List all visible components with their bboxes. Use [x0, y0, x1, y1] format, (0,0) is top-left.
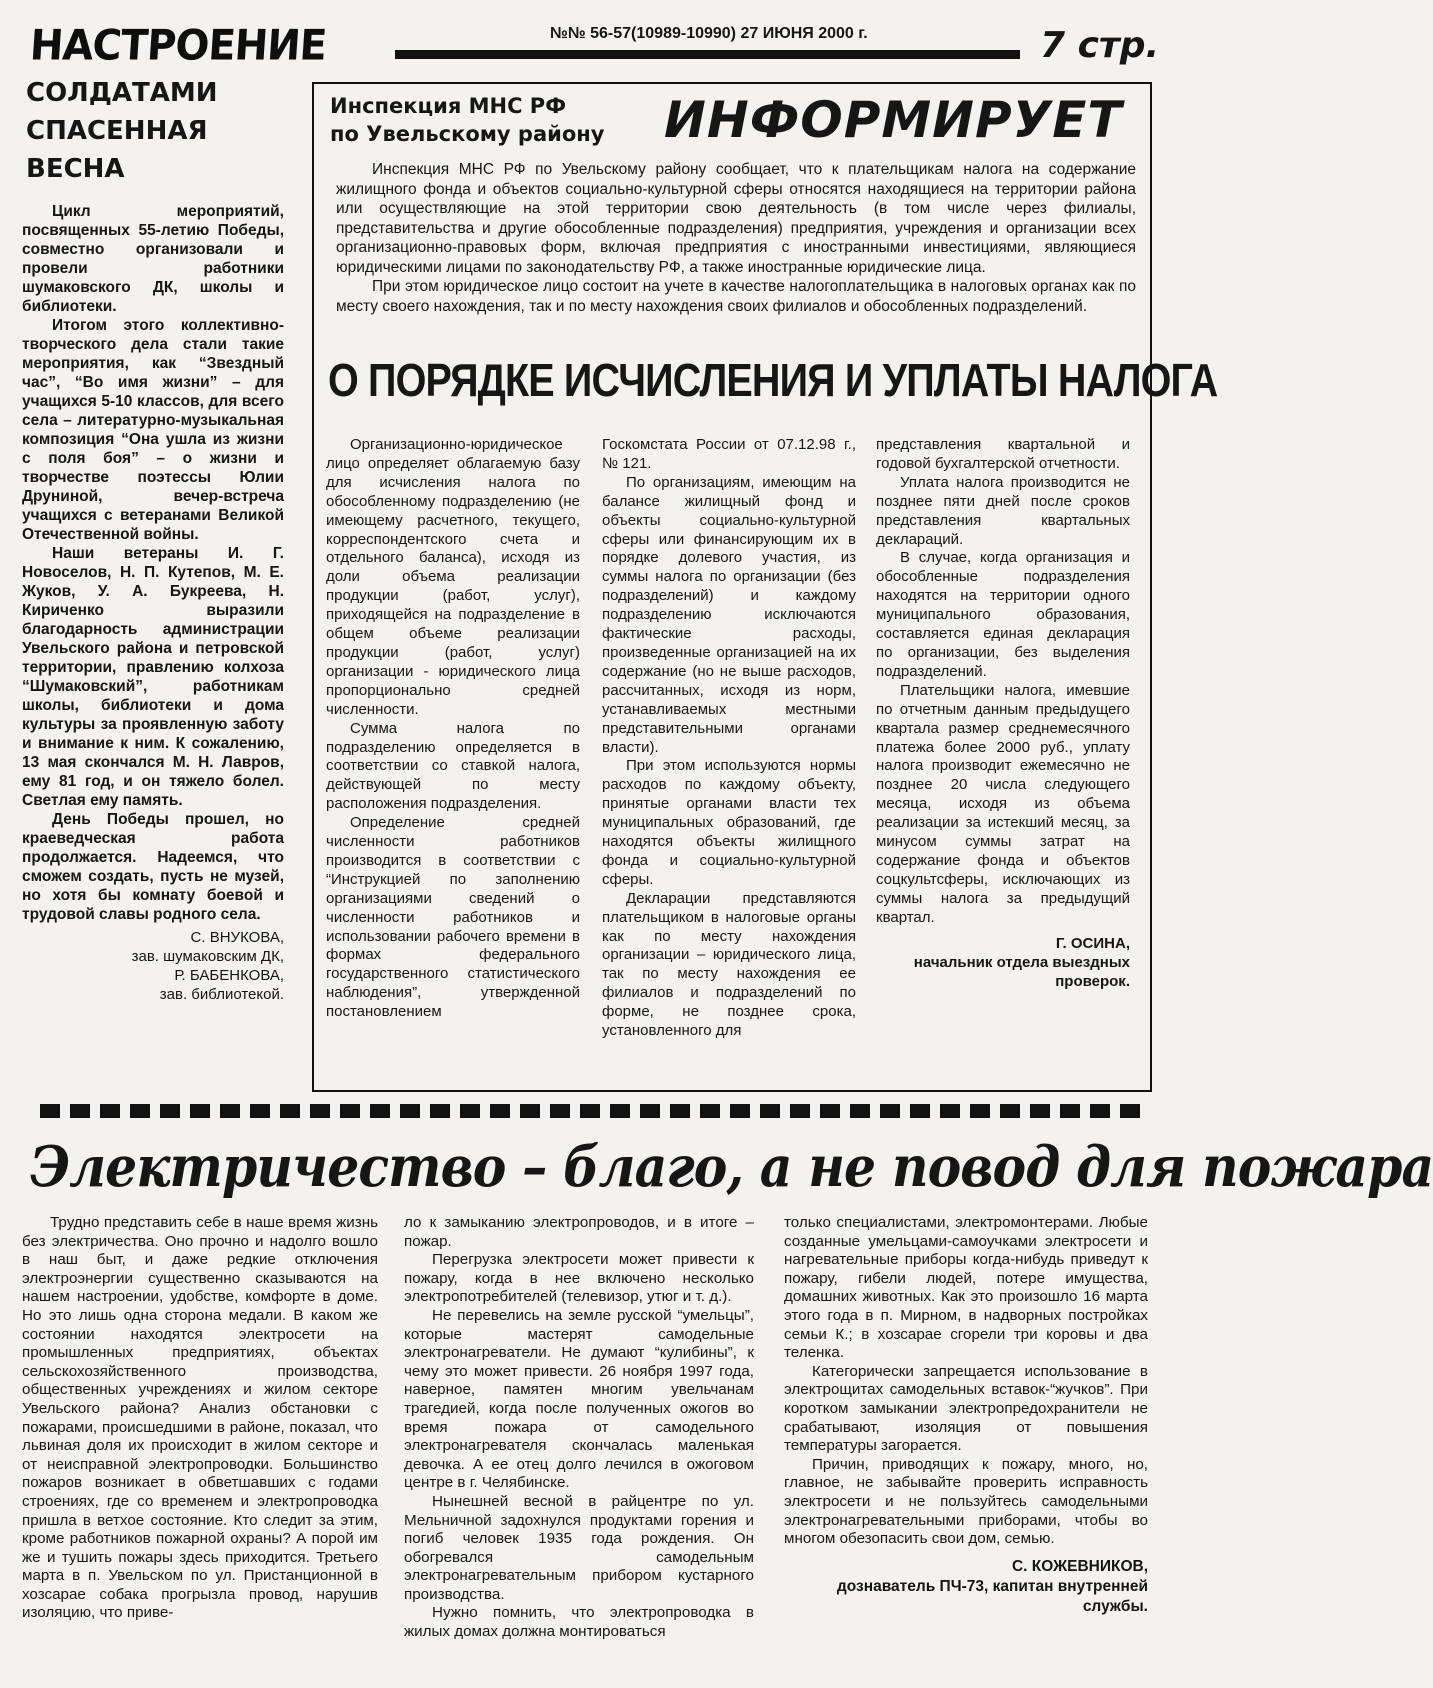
bottom-article-title: Электричество – благо, а не повод для пожара	[30, 1134, 1433, 1200]
tax-inspection-box	[312, 82, 1218, 1092]
paragraph: Нынешней весной в райцентре по ул. Мельничной задохнулся продуктами горения и погиб человек 1935 года рождения. Он обогревался самодельным электронагревательным прибором кустарного производства.	[404, 1492, 754, 1603]
author-name: Г. ОСИНА,	[1055, 934, 1130, 952]
paragraph: Определение средней численности работников производится в соответствии с “Инструкцией по заполнению организациями сведений о численности работников и использовании рабочего времени в формах федерального государственного статистического наблюдения”, утвержденной постановлением	[326, 814, 580, 1021]
header-rule	[395, 50, 1020, 59]
dashed-divider	[40, 1104, 1150, 1118]
paragraph: Инспекция МНС РФ по Увельскому району сообщает, что к плательщикам налога на содержание жилищного фонда и объектов социально-культурной сферы относятся находящиеся на территории района или осуществляющие на этой территории свою деятельность (в том числе через филиалы, представительства и другие обособленные подразделения) предприятия, учреждения и организации всех организационно-правовых форм, включая предприятия с иностранными инвестициями, являющиеся юридическими лицами по законодательству РФ, а также иностранные юридические лица.	[336, 161, 1136, 276]
paragraph: Госкомстата России от 07.12.98 г., № 121.	[602, 436, 856, 472]
author-name: С. КОЖЕВНИКОВ,	[1011, 1557, 1148, 1575]
paragraph: При этом юридическое лицо состоит на учете в качестве налогоплательщика в налоговых органах как по месту своего нахождения, так и по месту нахождения своих филиалов и обособленных подразделений.	[336, 278, 1136, 315]
paragraph: представления квартальной и годовой бухгалтерской отчетности.	[876, 436, 1130, 472]
author-role: зав. библиотекой.	[159, 986, 284, 1003]
box-subtitle	[330, 92, 640, 148]
paragraph: По организациям, имеющим на балансе жилищный фонд и объекты социально-культурной сферы или финансирующим их в порядке долевого участия, из суммы налога по организации (без подразделений) и каждому подразделению исключаются фактические расходы, произведенные организацией на их содержание (но не выше расходов, рассчитанных, исходя из норм, устанавливаемых местными представительными органами власти).	[602, 473, 856, 756]
paragraph: Плательщики налога, имевшие по отчетным данным предыдущего квартала размер среднемесячного платежа более 2000 руб., уплату налога производит ежемесячно не позднее 20 числа следующего месяца, исходя из объема реализации за истекший месяц, за минусом суммы затрат на содержание фонда и объектов соцкультсферы, исключающих из суммы налога за предыдущий квартал.	[876, 681, 1130, 926]
title-line: СПАСЕННАЯ	[26, 116, 208, 146]
paragraph: Уплата налога производится не позднее пяти дней после сроков представления квартальных деклараций.	[876, 473, 1130, 548]
box-heading: ИНФОРМИРУЕТ	[664, 91, 1123, 149]
paragraph: Причин, приводящих к пожару, много, но, главное, не забывайте проверить исправность электросети и не пользуйтесь самодельными электронагревательными приборами, чтобы во многом обезопасить свои дом, семью.	[784, 1455, 1148, 1548]
paragraph: Трудно представить себе в наше время жизнь без электричества. Оно прочно и надолго вошло в наш быт, и даже редкие отключения электроэнергии существенно сказываются на нашем настроении, удобстве, комфорте в доме. Но это лишь одна сторона медали. В каком же состоянии находятся электросети на промышленных предприятиях, объектах сельскохозяйственного производства, общественных учреждениях и жилом секторе Увельского района? Анализ обстановки с пожарами, происшедшими в районе, показал, что львиная доля их происходит в жилом секторе и от неисправной электропроводки. Большинство пожаров возникает в обветшавших с годами строениях, где со временем и электропроводка пришла в ветхое состояние. Кто следит за этим, кроме работников пожарной охраны? А порой им же и тушить пожары здесь приходится. Третьего марта в п. Увельском по ул. Пристанционной в хозсарае собака прогрызла провод, нарушив изоляцию, что приве-	[22, 1214, 378, 1622]
box-intro	[336, 160, 1136, 316]
page-number: 7 стр.	[1040, 25, 1160, 66]
fire-column-3	[784, 1214, 1148, 1617]
author-role: зав. шумаковским ДК,	[131, 948, 284, 965]
paragraph: День Победы прошел, но краеведческая работа продолжается. Надеемся, что сможем создать, пусть не музей, но хотя бы комнату боевой и трудовой славы родного села.	[22, 811, 284, 923]
paragraph: Перегрузка электросети может привести к пожару, когда в нее включено несколько электропотребителей (телевизор, утюг и т. д.).	[404, 1251, 754, 1306]
paragraph: Цикл мероприятий, посвященных 55-летию Победы, совместно организовали и провели работники шумаковского ДК, школы и библиотеки.	[22, 203, 284, 315]
paragraph: ло к замыканию электропроводов, и в итоге – пожар.	[404, 1214, 754, 1250]
author-name: С. ВНУКОВА,	[190, 929, 284, 946]
fire-column-1	[22, 1214, 378, 1623]
tax-column-2	[602, 436, 856, 1041]
paragraph: Категорически запрещается использование в электрощитах самодельных вставок-“жучков”. При коротком замыкании электропредохранители не срабатывают, изоляция от повышения температуры загорается.	[784, 1362, 1148, 1455]
paragraph: Не перевелись на земле русской “умельцы”, которые мастерят самодельные электронагреватели. Не думают “кулибины”, к чему это может привести. 26 ноября 1997 года, наверное, памятен многим увельчанам трагедией, когда после полученных ожогов во время пожара от самодельного электронагревателя скончалась маленькая девочка. А ее отец долго лечился в ожоговом центре в г. Челябинске.	[404, 1306, 754, 1492]
title-line: СОЛДАТАМИ	[26, 78, 218, 108]
author-name: Р. БАБЕНКОВА,	[174, 967, 284, 984]
paragraph: Нужно помнить, что электропроводка в жилых домах должна монтироваться	[404, 1604, 754, 1641]
paragraph: Итогом этого коллективно-творческого дела стали такие мероприятия, как “Звездный час”, “Во имя жизни” – для учащихся 5-10 классов, для всего села – литературно-музыкальная композиция “Она ушла из жизни с поля боя” – о жизни и творчестве поэтессы Юлии Друниной, вечер-встреча учащихся с ветеранами Великой Отечественной войны.	[22, 317, 284, 543]
paragraph: Организационно-юридическое лицо определяет облагаемую базу для исчисления налога по обособленному подразделению (не имеющему расчетного, текущего, корреспондентского счета и отдельного баланса), исходя из доли объема реализации продукции (работ, услуг), приходящейся на подразделение в общем объеме реализации продукции (работ, услуг) организации - юридического лица пропорционально средней численности.	[326, 436, 580, 718]
issue-line	[395, 24, 1020, 64]
paragraph: В случае, когда организация и обособленные подразделения находятся на территории одного муниципального образования, составляется единая декларация по организации, без выделения подразделений.	[876, 549, 1130, 680]
author-role: начальник отдела выездных проверок.	[913, 953, 1130, 990]
author-role: дознаватель ПЧ-73, капитан внутренней службы.	[836, 1577, 1148, 1615]
subtitle-line: по Увельскому району	[330, 122, 605, 146]
paragraph: только специалистами, электромонтерами. Любые созданные умельцами-самоучками электросети и нагревательные приборы когда-нибудь приведут к пожару, гибели людей, потере имущества, домашних животных. Как это произошло 16 марта этого года в п. Мирном, в надворных постройках семьи К.; в хозсарае сгорели три коровы и два теленка.	[784, 1214, 1148, 1362]
tax-article-title: О ПОРЯДКЕ ИСЧИСЛЕНИЯ И УПЛАТЫ НАЛОГА	[328, 354, 1218, 406]
paragraph: Наши ветераны И. Г. Новоселов, Н. П. Кутепов, М. Е. Жуков, У. А. Букреева, Н. Кириченко выразили благодарность администрации Увельского района и петровской территории, правлению колхоза “Шумаковский”, работникам школы, библиотеки и дома культуры за проявленную заботу и внимание к ним. К сожалению, 13 мая скончался М. Н. Лавров, ему 81 год, и он тяжело болел. Светлая ему память.	[22, 545, 284, 809]
left-article	[22, 74, 284, 1092]
masthead: НАСТРОЕНИЕ	[28, 21, 328, 71]
paragraph: При этом используются нормы расходов по каждому объекту, принятые органами власти тех муниципальных образований, где находятся объекты жилищного фонда и социально-культурной сферы.	[602, 757, 856, 888]
fire-column-2	[404, 1214, 754, 1642]
tax-column-1	[326, 436, 580, 1022]
tax-column-3	[876, 436, 1130, 991]
issue-number: №№ 56-57(10989-10990) 27 ИЮНЯ 2000 г.	[550, 25, 868, 42]
subtitle-line: Инспекция МНС РФ	[330, 94, 567, 118]
title-line: ВЕСНА	[26, 154, 125, 184]
paragraph: Сумма налога по подразделению определяется в соответствии со ставкой налога, действующей по месту расположения подразделения.	[326, 719, 580, 813]
left-article-title	[26, 74, 284, 188]
paragraph: Декларации представляются плательщиком в налоговые органы как по месту нахождения организации – юридического лица, так по месту нахождения ее филиалов и подразделений по форме, не позднее срока, установленного для	[602, 889, 856, 1040]
